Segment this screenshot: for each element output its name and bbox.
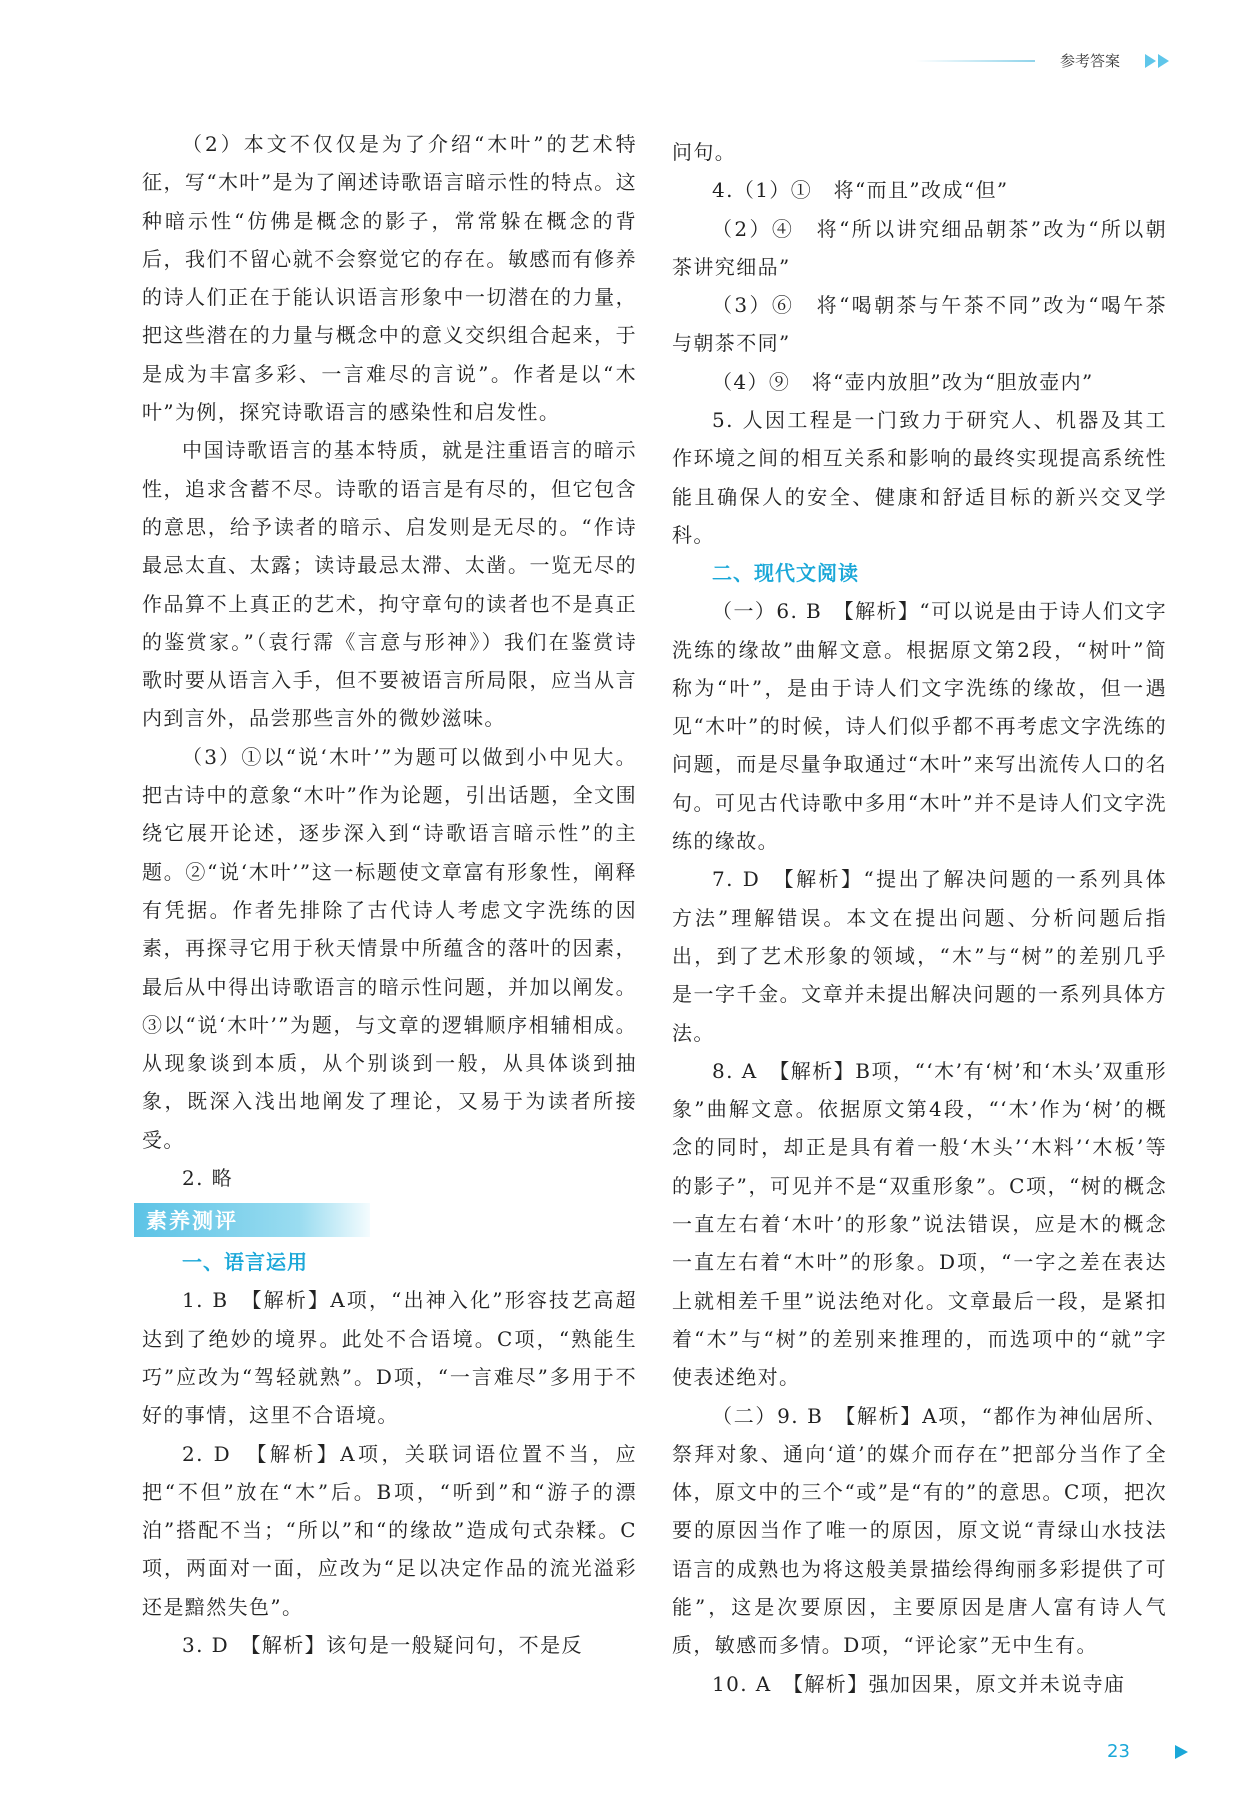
left-column <box>142 125 637 1664</box>
answer-item: 5. 人因工程是一门致力于研究人、机器及其工作环境之间的相互关系和影响的最终实现提高系统性能且确保人的安全、健康和舒适目标的新兴交叉学科。 <box>672 408 1167 547</box>
answer-item: 4.（1）① 将“而且”改成“但” <box>712 178 1009 203</box>
subsection-heading: 二、现代文阅读 <box>712 561 859 586</box>
answer-item: 1. B 【解析】A项，“出神入化”形容技艺高超达到了绝妙的境界。此处不合语境。C项，“熟能生巧”应改为“驾轻就熟”。D项，“一言难尽”多用于不好的事情，这里不合语境。 <box>142 1288 637 1428</box>
section-banner <box>134 1203 370 1237</box>
answer-item: 8. A 【解析】B项，“‘木’有‘树’和‘木头’双重形象”曲解文意。依据原文第4段，“‘木’作为‘树’的概念的同时，却正是具有着一般‘木头’‘木料’‘木板’等的影子”，可见并不是“双重形象”。C项，“树的概念一直左右着‘木叶’的形象”说法错误，应是木的概念一直左右着“木叶”的形象。D项，“一字之差在表达上就相差千里”说法绝对化。文章最后一段，是紧扣着“木”与“树”的差别来推理的，而选项中的“就”字使表述绝对。 <box>672 1058 1167 1390</box>
answer-item: （二）9. B 【解析】A项，“都作为神仙居所、祭拜对象、通向‘道’的媒介而存在”把部分当作了全体，原文中的三个“或”是“有的”的意思。C项，把次要的原因当作了唯一的原因，原文说“青绿山水技法语言的成熟也为将这般美景描绘得绚丽多彩提供了可能”，这是次要原因，主要原因是唐人富有诗人气质，敏感而多情。D项，“评论家”无中生有。 <box>672 1403 1167 1658</box>
right-triangle-icon <box>1175 1744 1189 1763</box>
subsection-heading: 一、语言运用 <box>182 1250 308 1275</box>
continued-text: 问句。 <box>672 140 737 164</box>
running-header-title: 参考答案 <box>1060 52 1121 70</box>
answer-paragraph: 中国诗歌语言的基本特质，就是注重语言的暗示性，追求含蓄不尽。诗歌的语言是有尽的，但它包含的意思，给予读者的暗示、启发则是无尽的。“作诗最忌太直、太露；读诗最忌太滞、太凿。一览无尽的作品算不上真正的艺术，拘守章句的读者也不是真正的鉴赏家。”（袁行霈《言意与形神》）我们在鉴赏诗歌时要从语言入手，但不要被语言所局限，应当从言内到言外，品尝那些言外的微妙滋味。 <box>142 438 637 731</box>
answer-item: 3. D 【解析】该句是一般疑问句，不是反 <box>182 1632 583 1657</box>
answer-item: 2. D 【解析】A项，关联词语位置不当，应把“不但”放在“木”后。B项，“听到”和“游子的漂泊”搭配不当；“所以”和“的缘故”造成句式杂糅。C项，两面对一面，应改为“足以决定作品的流光溢彩还是黯然失色”。 <box>142 1441 637 1619</box>
answer-paragraph: 2. 略 <box>182 1166 234 1191</box>
answer-item: 10. A 【解析】强加因果，原文并未说寺庙 <box>712 1671 1126 1696</box>
double-right-triangle-icon <box>1145 53 1171 72</box>
answer-item: 7. D 【解析】“提出了解决问题的一系列具体方法”理解错误。本文在提出问题、分析问题后指出，到了艺术形象的领域，“木”与“树”的差别几乎是一字千金。文章并未提出解决问题的一系列具体方法。 <box>672 867 1167 1045</box>
answer-paragraph: （2）本文不仅仅是为了介绍“木叶”的艺术特征，写“木叶”是为了阐述诗歌语言暗示性的特点。这种暗示性“仿佛是概念的影子，常常躲在概念的背后，我们不留心就不会察觉它的存在。敏感而有修养的诗人们正在于能认识语言形象中一切潜在的力量，把这些潜在的力量与概念中的意义交织组合起来，于是成为丰富多彩、一言难尽的言说”。作者是以“木叶”为例，探究诗歌语言的感染性和启发性。 <box>142 132 637 425</box>
header-rule <box>915 60 1035 62</box>
answer-item: （4）⑨ 将“壶内放胆”改为“胆放壶内” <box>712 369 1094 394</box>
answer-item: （2）④ 将“所以讲究细品朝茶”改为“所以朝茶讲究细品” <box>672 216 1167 279</box>
answer-paragraph: （3）①以“说‘木叶’”为题可以做到小中见大。把古诗中的意象“木叶”作为论题，引出话题，全文围绕它展开论述，逐步深入到“诗歌语言暗示性”的主题。②“说‘木叶’”这一标题使文章富有形象性，阐释有凭据。作者先排除了古代诗人考虑文字洗练的因素，再探寻它用于秋天情景中所蕴含的落叶的因素，最后从中得出诗歌语言的暗示性问题，并加以阐发。③以“说‘木叶’”为题，与文章的逻辑顺序相辅相成。从现象谈到本质，从个别谈到一般，从具体谈到抽象，既深入浅出地阐发了理论，又易于为读者所接受。 <box>142 744 637 1152</box>
section-banner-title: 素养测评 <box>146 1209 238 1234</box>
answer-item: （3）⑥ 将“喝朝茶与午茶不同”改为“喝午茶与朝茶不同” <box>672 293 1167 356</box>
right-column <box>672 133 1167 1703</box>
page-number: 23 <box>1107 1741 1130 1762</box>
answer-item: （一）6. B 【解析】“可以说是由于诗人们文字洗练的缘故”曲解文意。根据原文第2段，“树叶”简称为“叶”，是由于诗人们文字洗练的缘故，但一遇见“木叶”的时候，诗人们似乎都不再考虑文字洗练的问题，而是尽量争取通过“木叶”来写出流传人口的名句。可见古代诗歌中多用“木叶”并不是诗人们文字洗练的缘故。 <box>672 599 1167 854</box>
